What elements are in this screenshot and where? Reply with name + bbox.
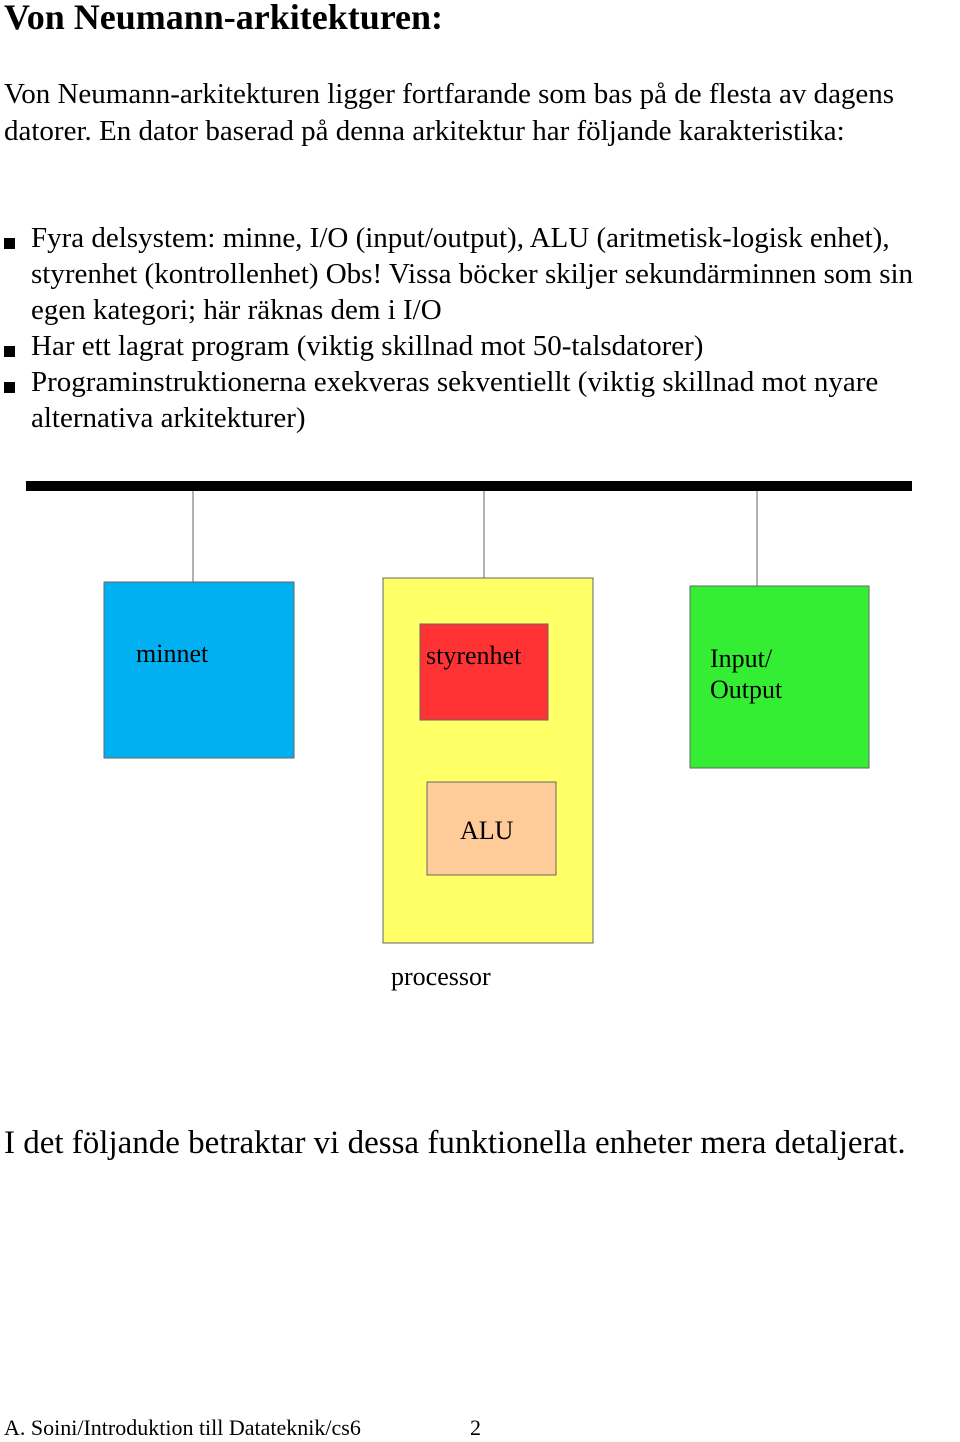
list-item-text: Fyra delsystem: minne, I/O (input/output), ALU (aritmetisk-logisk enhet), styrenhet (kontrollenhet) Obs! Vissa böcker skiljer sekundärminnen som sin egen kategori; här räknas dem i I/O (31, 222, 914, 326)
page-number: 2 (470, 1415, 481, 1440)
footer-text: A. Soini/Introduktion till Datateknik/cs6 (4, 1415, 361, 1440)
square-bullet-icon (4, 346, 15, 357)
square-bullet-icon (4, 238, 15, 249)
intro-paragraph: Von Neumann-arkitekturen ligger fortfarande som bas på de flesta av dagens datorer. En dator baserad på denna arkitektur har följande karakteristika: (4, 78, 895, 147)
alu-label: ALU (460, 816, 514, 845)
list-item (0, 364, 960, 436)
system-bus (26, 481, 912, 491)
processor-label: processor (391, 962, 491, 991)
von-neumann-diagram (0, 470, 960, 1000)
control-unit-label: styrenhet (426, 641, 522, 670)
characteristics-list (0, 220, 960, 436)
conclusion-paragraph: I det följande betraktar vi dessa funktionella enheter mera detaljerat. (4, 1125, 906, 1161)
io-label-line2: Output (710, 675, 783, 704)
list-item-text: Programinstruktionerna exekveras sekventiellt (viktig skillnad mot nyare alternativa arkitekturer) (31, 366, 879, 434)
io-label-line1: Input/ (710, 644, 773, 673)
list-item (0, 328, 960, 364)
memory-box (104, 582, 294, 758)
list-item (0, 220, 960, 328)
memory-label: minnet (136, 639, 209, 668)
control-unit-box (420, 624, 548, 720)
square-bullet-icon (4, 382, 15, 393)
list-item-text: Har ett lagrat program (viktig skillnad mot 50-talsdatorer) (31, 330, 704, 362)
page-title: Von Neumann-arkitekturen: (4, 0, 444, 37)
